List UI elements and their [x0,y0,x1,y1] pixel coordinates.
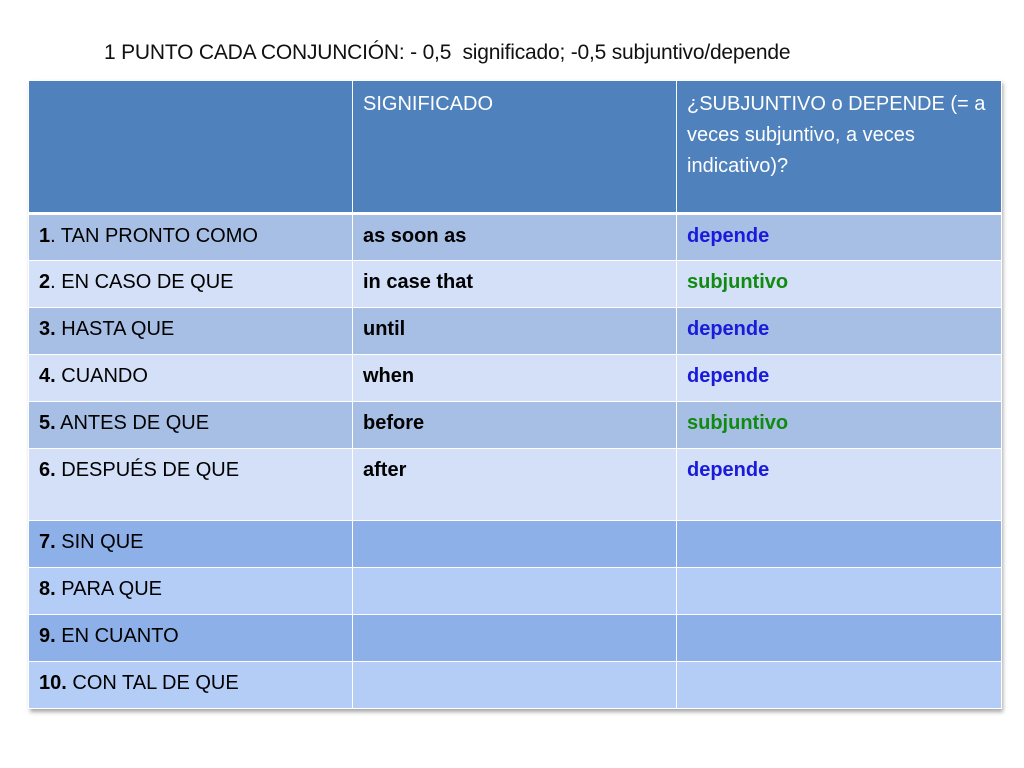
answer-cell: subjuntivo [677,402,1002,449]
table-row [29,615,1002,662]
conjunction-cell [29,568,353,615]
conjunction-cell [29,308,353,355]
meaning-cell: before [353,402,677,449]
meaning-cell [353,615,677,662]
table-row [29,355,1002,402]
conjunctions-table-wrapper [28,80,1001,709]
conjunction-cell [29,521,353,568]
row-number: 5. [39,412,56,434]
row-number-separator: . [50,271,56,293]
row-number: 9. [39,625,56,647]
row-number: 3. [39,318,56,340]
conjunction-text: CON TAL DE QUE [66,672,239,694]
conjunction-cell [29,449,353,521]
row-number: 1 [39,225,51,247]
table-row [29,214,1002,261]
table-row [29,308,1002,355]
table-row [29,662,1002,709]
table-row [29,449,1002,521]
answer-cell [677,521,1002,568]
meaning-cell: until [353,308,677,355]
conjunction-cell [29,402,353,449]
conjunction-cell [29,662,353,709]
meaning-cell [353,568,677,615]
meaning-cell [353,662,677,709]
conjunction-text: PARA QUE [55,578,163,600]
table-row [29,261,1002,308]
answer-cell: depende [677,308,1002,355]
conjunction-text: DESPUÉS DE QUE [55,459,240,481]
conjunction-text: CUANDO [55,365,148,387]
answer-cell: subjuntivo [677,261,1002,308]
row-number: 10. [39,672,67,694]
conjunction-cell [29,214,353,261]
header-meaning: SIGNIFICADO [353,81,677,214]
row-number: 7. [39,531,56,553]
conjunction-text: SIN QUE [55,531,144,553]
table-row [29,521,1002,568]
answer-cell: depende [677,214,1002,261]
meaning-cell: as soon as [353,214,677,261]
meaning-cell: in case that [353,261,677,308]
slide-title: 1 PUNTO CADA CONJUNCIÓN: - 0,5 significado; -0,5 subjuntivo/depende [104,41,791,64]
header-subjunctive-or-depends: ¿SUBJUNTIVO o DEPENDE (= a veces subjuntivo, a veces indicativo)? [677,81,1002,214]
header-conjunction [29,81,353,214]
answer-cell: depende [677,449,1002,521]
conjunction-cell [29,261,353,308]
conjunction-text: HASTA QUE [55,318,175,340]
conjunctions-table [28,80,1002,709]
answer-cell: depende [677,355,1002,402]
row-number-separator: . [50,225,56,247]
answer-cell [677,615,1002,662]
meaning-cell: after [353,449,677,521]
answer-cell [677,662,1002,709]
conjunction-text: TAN PRONTO COMO [55,225,258,247]
conjunction-text: ANTES DE QUE [55,412,210,434]
meaning-cell [353,521,677,568]
row-number: 4. [39,365,56,387]
conjunction-cell [29,615,353,662]
row-number: 8. [39,578,56,600]
row-number: 2 [39,271,51,293]
table-row [29,568,1002,615]
conjunction-cell [29,355,353,402]
table-header-row [29,81,1002,214]
row-number: 6. [39,459,56,481]
conjunction-text: EN CASO DE QUE [55,271,234,293]
answer-cell [677,568,1002,615]
table-row [29,402,1002,449]
conjunction-text: EN CUANTO [55,625,179,647]
meaning-cell: when [353,355,677,402]
